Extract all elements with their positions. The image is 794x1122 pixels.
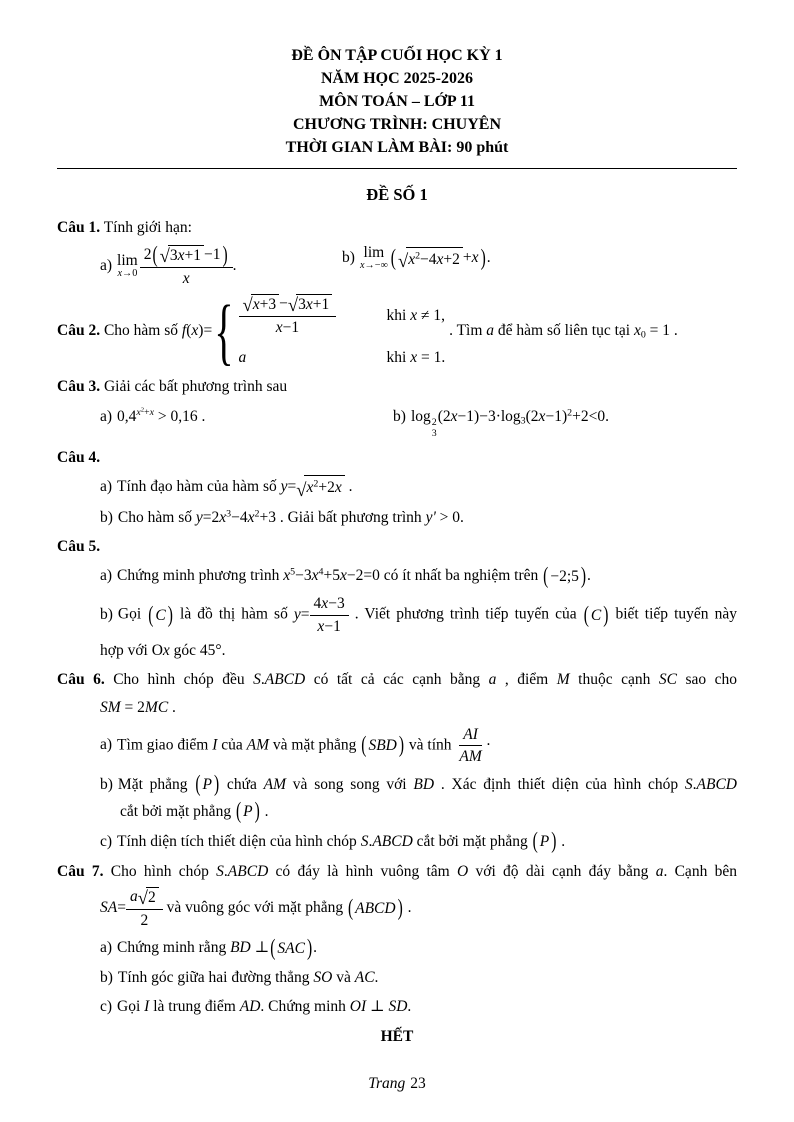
math-expression: O <box>457 862 469 880</box>
math-expression: ( −2;5 ) <box>543 563 587 590</box>
math-expression: AD <box>239 998 261 1016</box>
part-row: b) Tính góc giữa hai đường thẳng SO và AC. <box>100 969 379 987</box>
question-intro-line <box>57 535 737 558</box>
math-expression: BD <box>413 775 435 793</box>
header-line: CHƯƠNG TRÌNH: CHUYÊN <box>292 116 501 133</box>
math-expression: S.ABCD <box>360 832 413 850</box>
question-intro-line: Câu 3. Giải các bất phương trình sau <box>57 378 288 396</box>
part-row: a) Chứng minh phương trình $x^5-3x^4+5x-2=0$ có ít nhất ba nghiệm trên ( −2;5 ) . <box>100 563 591 590</box>
math-expression: I <box>212 736 218 754</box>
math-expression: a <box>486 322 495 340</box>
math-expression: x <box>162 642 170 660</box>
exam-title: ĐỀ SỐ 1 <box>366 185 428 204</box>
math-expression: AM <box>246 736 270 754</box>
question-label: Câu 2. <box>57 322 101 340</box>
question-label: Câu 3. <box>57 378 101 396</box>
part-label: b) <box>100 508 113 526</box>
part-label: c) <box>100 832 113 850</box>
part-row: a) Chứng minh rằng BD ⊥ ( SAC ) . <box>100 935 317 961</box>
math-expression: $0,4^{x^2+x} > 0,16$ <box>117 406 198 425</box>
header-line: ĐỀ ÔN TẬP CUỐI HỌC KỲ 1 <box>291 47 503 64</box>
part-row: c) Gọi I là trung điểm AD. Chứng minh OI ⊥ SD. <box>100 998 412 1016</box>
math-expression: OI ⊥ SD <box>349 998 408 1016</box>
question-intro-line: Câu 7. Cho hình chóp S.ABCD có đáy là hình vuông tâm O với độ dài cạnh đáy bằng a. Cạnh bên <box>57 862 737 880</box>
question-block <box>57 288 737 373</box>
exam-header <box>57 44 737 159</box>
question-block <box>57 216 737 288</box>
parts-row <box>100 405 737 440</box>
math-expression: ( P ) <box>235 799 260 825</box>
question-block <box>57 446 737 529</box>
question-intro-line: Câu 6. Cho hình chóp đều S.ABCD có tất cả các cạnh bằng a , điểm M thuộc cạnh SC sao cho <box>57 671 737 689</box>
question-intro-line: Câu 1. Tính giới hạn: <box>57 218 192 236</box>
header-divider <box>57 168 737 169</box>
part-row: a) Tìm giao điểm I của AM và mặt phẳng ( SBD ) và tính $\frac{AI}{AM}$ · <box>100 725 491 766</box>
math-expression: $x^5-3x^4+5x-2=0$ <box>283 566 380 585</box>
math-expression: ( SBD ) <box>361 732 405 759</box>
math-expression: I <box>144 998 150 1016</box>
math-expression: a <box>488 671 497 689</box>
math-expression: S.ABCD <box>216 862 269 880</box>
question-label: Câu 1. <box>57 218 101 236</box>
question-block <box>57 375 737 440</box>
part-label: c) <box>100 998 113 1016</box>
part-row: a) Tính đạo hàm của hàm số y= √ $x^2+2x$ . <box>100 475 737 500</box>
math-expression: lim x→−∞ ( √ $x^2-4x+2$ +x ) . <box>359 244 491 273</box>
question-block <box>57 535 737 662</box>
part-line-continuation: cắt bởi mặt phẳng ( P ) . <box>120 799 269 825</box>
part-label: a) <box>100 938 113 956</box>
page-footer <box>57 1072 737 1095</box>
math-expression: y= $\frac{4x-3}{x-1}$ <box>294 606 349 623</box>
part-label: a) <box>100 567 113 585</box>
question-label: Câu 4. <box>57 448 101 466</box>
end-label: HẾT <box>380 1027 414 1045</box>
part-label: a) <box>100 478 113 496</box>
question-intro-line <box>57 446 737 469</box>
part-label: b) <box>393 407 406 425</box>
question-intro-line: Câu 2. Cho hàm số f(x)= { √ x+3 − √ 3x+1 x−1 khi x ≠ 1, a khi x = 1. . Tìm a để hàm số liên tục tại $x_0 = 1$ . <box>57 288 678 373</box>
question-label: Câu 6. <box>57 671 105 689</box>
part-label: a) <box>100 407 113 425</box>
part-row: b) log 2 3 $(2x-1)-3\cdot\log_3(2x-1)^2+2<0$. <box>393 407 609 440</box>
math-expression: S.ABCD <box>684 775 737 793</box>
question-label: Câu 7. <box>57 862 104 880</box>
header-line: NĂM HỌC 2025-2026 <box>321 70 473 87</box>
part-row: b) Cho hàm số $y=2x^3-4x^2+3$ . Giải bất phương trình y' > 0. <box>100 508 464 526</box>
question-intro-continuation: SA= a √ 2 2 và vuông góc với mặt phẳng ( ABCD ) . <box>100 887 412 929</box>
part-line-continuation: hợp với Ox góc 45°. <box>100 642 226 660</box>
part-label: b) <box>100 605 113 623</box>
math-expression: BD ⊥ ( SAC ) <box>230 935 313 961</box>
part-label: a) <box>100 736 113 754</box>
math-expression: $\frac{AI}{AM}$ <box>459 725 482 766</box>
math-expression: ( C ) <box>583 602 609 628</box>
math-expression: ( P ) <box>532 829 557 855</box>
question-block <box>57 860 737 1019</box>
parts-row <box>100 242 737 288</box>
math-expression: SM = 2MC <box>100 698 169 716</box>
part-row <box>100 242 342 288</box>
math-expression: ( ABCD ) <box>347 895 403 922</box>
math-expression: SO <box>313 969 333 987</box>
math-expression: ( C ) <box>148 602 173 628</box>
math-expression: y' > 0 <box>425 508 461 526</box>
part-row: a) $0,4^{x^2+x} > 0,16$ . <box>100 406 206 425</box>
header-line: MÔN TOÁN – LỚP 11 <box>319 93 475 110</box>
math-expression: f(x)= { √ x+3 − √ 3x+1 x−1 khi x ≠ 1, a khi x = 1. <box>181 288 446 373</box>
part-line: b) Gọi ( C ) là đồ thị hàm số y= $\frac{4x-3}{x-1}$ . Viết phương trình tiếp tuyến của ( C ) biết tiếp tuyến này <box>100 595 737 635</box>
part-row <box>100 594 737 662</box>
footer-page-number: 23 <box>410 1074 426 1092</box>
math-expression: AC <box>354 969 375 987</box>
part-row: c) Tính diện tích thiết diện của hình chóp S.ABCD cắt bởi mặt phẳng ( P ) . <box>100 829 566 855</box>
math-expression: M <box>556 671 570 689</box>
math-expression: $x_0 = 1$ <box>633 322 671 341</box>
part-row <box>100 773 737 824</box>
questions <box>57 216 737 1019</box>
part-label: b) <box>100 969 113 987</box>
question-intro-continuation: SM = 2MC . <box>100 698 176 716</box>
question-label: Câu 5. <box>57 537 101 555</box>
math-expression: SA= a √ 2 2 <box>100 899 163 916</box>
question-block <box>57 668 737 853</box>
footer-label: Trang <box>368 1074 406 1092</box>
part-row <box>342 245 491 272</box>
math-expression: AM <box>263 775 287 793</box>
math-expression: ( P ) <box>195 772 220 798</box>
part-label: b) <box>342 249 355 267</box>
math-expression: $y=2x^3-4x^2+3$ <box>195 508 276 526</box>
math-expression: a <box>655 862 664 880</box>
math-expression: log 2 3 $(2x-1)-3\cdot\log_3(2x-1)^2+2<0$ <box>410 407 606 440</box>
part-label: a) <box>100 257 113 275</box>
part-line: b) Mặt phẳng ( P ) chứa AM và song song với BD . Xác định thiết diện của hình chóp S.ABCD <box>100 772 737 798</box>
math-expression: y= √ $x^2+2x$ <box>281 478 345 495</box>
part-label: b) <box>100 775 113 793</box>
math-expression: lim x→0 2 ( √ 3x+1 −1 ) x . <box>117 242 237 287</box>
math-expression: S.ABCD <box>253 671 306 689</box>
math-expression: SC <box>658 671 677 689</box>
header-line: THỜI GIAN LÀM BÀI: 90 phút <box>285 139 509 156</box>
